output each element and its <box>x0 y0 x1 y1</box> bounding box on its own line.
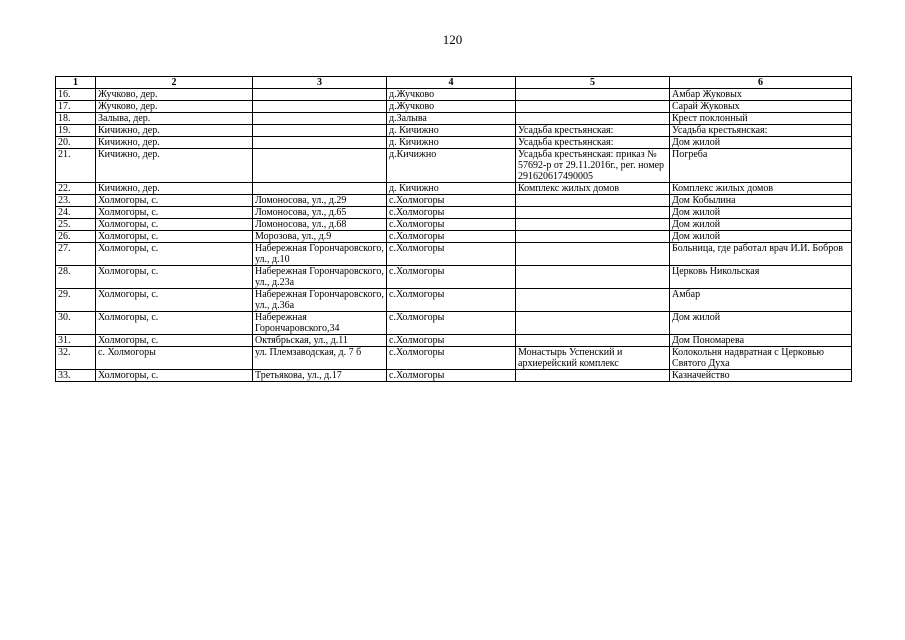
header-cell-4: 4 <box>387 77 516 89</box>
table-row <box>56 312 852 335</box>
table-row <box>56 347 852 370</box>
table-body <box>56 89 852 382</box>
cell-row-number: 28. <box>56 266 96 289</box>
table-row <box>56 149 852 183</box>
cell-row-number: 20. <box>56 137 96 149</box>
cell-street-address <box>253 125 387 137</box>
cell-object-name: Дом жилой <box>670 137 852 149</box>
cell-ensemble <box>516 370 670 382</box>
cell-object-name: Сарай Жуковых <box>670 101 852 113</box>
cell-settlement: Холмогоры, с. <box>96 266 253 289</box>
cell-locality: д. Кичижно <box>387 183 516 195</box>
cell-locality: с.Холмогоры <box>387 243 516 266</box>
cell-settlement: Холмогоры, с. <box>96 243 253 266</box>
cell-settlement: Холмогоры, с. <box>96 370 253 382</box>
cell-object-name: Дом жилой <box>670 219 852 231</box>
cell-street-address: Набережная Горончаровского,34 <box>253 312 387 335</box>
cell-locality: с.Холмогоры <box>387 289 516 312</box>
cell-object-name: Дом жилой <box>670 207 852 219</box>
cell-row-number: 16. <box>56 89 96 101</box>
cell-locality: д.Залыва <box>387 113 516 125</box>
cell-row-number: 23. <box>56 195 96 207</box>
cell-object-name: Усадьба крестьянская: <box>670 125 852 137</box>
cell-settlement: Кичижно, дер. <box>96 137 253 149</box>
table-row <box>56 266 852 289</box>
cell-object-name: Комплекс жилых домов <box>670 183 852 195</box>
cell-settlement: Холмогоры, с. <box>96 207 253 219</box>
cell-ensemble: Монастырь Успенский и архиерейский комплекс <box>516 347 670 370</box>
cell-object-name: Дом жилой <box>670 312 852 335</box>
table-row <box>56 113 852 125</box>
cell-ensemble <box>516 243 670 266</box>
cell-settlement: Холмогоры, с. <box>96 219 253 231</box>
table-row <box>56 243 852 266</box>
cell-ensemble <box>516 207 670 219</box>
cell-locality: д.Жучково <box>387 101 516 113</box>
table-header <box>56 77 852 89</box>
cell-ensemble: Усадьба крестьянская: <box>516 137 670 149</box>
cell-street-address <box>253 101 387 113</box>
cell-object-name: Амбар Жуковых <box>670 89 852 101</box>
cell-settlement: Кичижно, дер. <box>96 149 253 183</box>
cell-street-address: Набережная Горончаровского, ул., д.36а <box>253 289 387 312</box>
cell-object-name: Погреба <box>670 149 852 183</box>
cell-ensemble <box>516 231 670 243</box>
cell-row-number: 32. <box>56 347 96 370</box>
cell-locality: д.Жучково <box>387 89 516 101</box>
cell-locality: д. Кичижно <box>387 137 516 149</box>
cell-ensemble <box>516 266 670 289</box>
cell-object-name: Дом жилой <box>670 231 852 243</box>
cell-locality: с.Холмогоры <box>387 370 516 382</box>
cell-locality: с.Холмогоры <box>387 219 516 231</box>
cell-street-address: Набережная Горончаровского, ул., д.10 <box>253 243 387 266</box>
cell-street-address: Третьякова, ул., д.17 <box>253 370 387 382</box>
table-row <box>56 137 852 149</box>
cell-street-address: ул. Племзаводская, д. 7 б <box>253 347 387 370</box>
table-row <box>56 231 852 243</box>
cell-locality: с.Холмогоры <box>387 195 516 207</box>
header-cell-1: 1 <box>56 77 96 89</box>
cell-locality: с.Холмогоры <box>387 347 516 370</box>
cell-ensemble: Усадьба крестьянская: приказ № 57692-р от 29.11.2016г., рег. номер 291620617490005 <box>516 149 670 183</box>
cell-street-address: Ломоносова, ул., д.29 <box>253 195 387 207</box>
cell-street-address: Набережная Горончаровского, ул., д.23а <box>253 266 387 289</box>
cell-row-number: 30. <box>56 312 96 335</box>
cell-settlement: Залыва, дер. <box>96 113 253 125</box>
cell-row-number: 24. <box>56 207 96 219</box>
header-row <box>56 77 852 89</box>
cell-ensemble: Комплекс жилых домов <box>516 183 670 195</box>
cell-settlement: Холмогоры, с. <box>96 195 253 207</box>
cell-street-address <box>253 137 387 149</box>
cell-object-name: Больница, где работал врач И.И. Бобров <box>670 243 852 266</box>
header-cell-5: 5 <box>516 77 670 89</box>
cell-row-number: 21. <box>56 149 96 183</box>
table-row <box>56 101 852 113</box>
cell-locality: с.Холмогоры <box>387 266 516 289</box>
cell-row-number: 27. <box>56 243 96 266</box>
cell-ensemble: Усадьба крестьянская: <box>516 125 670 137</box>
cell-ensemble <box>516 101 670 113</box>
cell-street-address <box>253 149 387 183</box>
cell-row-number: 25. <box>56 219 96 231</box>
cell-ensemble <box>516 335 670 347</box>
cell-ensemble <box>516 219 670 231</box>
cell-street-address: Октябрьская, ул., д.11 <box>253 335 387 347</box>
cell-row-number: 22. <box>56 183 96 195</box>
table-row <box>56 219 852 231</box>
cell-settlement: Жучково, дер. <box>96 89 253 101</box>
cell-locality: с.Холмогоры <box>387 312 516 335</box>
cell-settlement: с. Холмогоры <box>96 347 253 370</box>
cell-locality: д.Кичижно <box>387 149 516 183</box>
page-number: 120 <box>442 32 463 47</box>
cell-street-address: Морозова, ул., д.9 <box>253 231 387 243</box>
cell-ensemble <box>516 113 670 125</box>
table-row <box>56 183 852 195</box>
table-row <box>56 89 852 101</box>
cell-ensemble <box>516 289 670 312</box>
table-row <box>56 125 852 137</box>
cell-row-number: 29. <box>56 289 96 312</box>
cell-settlement: Кичижно, дер. <box>96 125 253 137</box>
cell-object-name: Церковь Никольская <box>670 266 852 289</box>
cell-locality: д. Кичижно <box>387 125 516 137</box>
cell-row-number: 26. <box>56 231 96 243</box>
cell-object-name: Дом Кобылина <box>670 195 852 207</box>
cell-street-address <box>253 113 387 125</box>
cell-street-address <box>253 183 387 195</box>
cell-locality: с.Холмогоры <box>387 231 516 243</box>
table-row <box>56 370 852 382</box>
cell-row-number: 31. <box>56 335 96 347</box>
table-row <box>56 195 852 207</box>
cell-street-address: Ломоносова, ул., д.65 <box>253 207 387 219</box>
cell-object-name: Казначейство <box>670 370 852 382</box>
cell-object-name: Амбар <box>670 289 852 312</box>
table-row <box>56 207 852 219</box>
cell-locality: с.Холмогоры <box>387 207 516 219</box>
cell-ensemble <box>516 89 670 101</box>
cell-street-address: Ломоносова, ул., д.68 <box>253 219 387 231</box>
cell-street-address <box>253 89 387 101</box>
cell-ensemble <box>516 195 670 207</box>
header-cell-6: 6 <box>670 77 852 89</box>
cell-row-number: 19. <box>56 125 96 137</box>
cell-row-number: 33. <box>56 370 96 382</box>
cell-locality: с.Холмогоры <box>387 335 516 347</box>
cell-settlement: Холмогоры, с. <box>96 335 253 347</box>
heritage-registry-table <box>55 76 852 382</box>
cell-ensemble <box>516 312 670 335</box>
cell-settlement: Холмогоры, с. <box>96 312 253 335</box>
cell-settlement: Холмогоры, с. <box>96 231 253 243</box>
cell-settlement: Холмогоры, с. <box>96 289 253 312</box>
table-row <box>56 335 852 347</box>
header-cell-2: 2 <box>96 77 253 89</box>
cell-row-number: 17. <box>56 101 96 113</box>
cell-settlement: Кичижно, дер. <box>96 183 253 195</box>
cell-object-name: Колокольня надвратная с Церковью Святого Духа <box>670 347 852 370</box>
header-cell-3: 3 <box>253 77 387 89</box>
cell-object-name: Крест поклонный <box>670 113 852 125</box>
cell-settlement: Жучково, дер. <box>96 101 253 113</box>
cell-row-number: 18. <box>56 113 96 125</box>
table-row <box>56 289 852 312</box>
cell-object-name: Дом Пономарева <box>670 335 852 347</box>
